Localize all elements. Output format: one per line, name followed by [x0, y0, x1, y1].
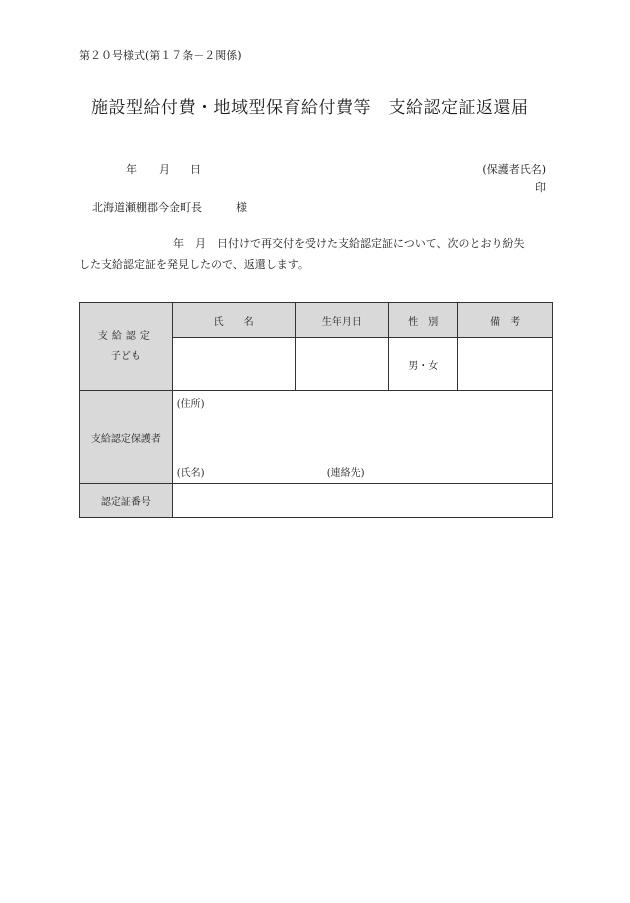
child-remarks-field[interactable] [458, 338, 553, 391]
body-text-line-1: 年 月 日付けで再交付を受けた支給認定証について、次のとおり紛失 [173, 237, 525, 250]
addressee-honorific: 様 [236, 201, 247, 214]
form-number: 第２０号様式(第１７条－２関係) [79, 49, 242, 62]
date-month-label: 月 [159, 163, 170, 176]
addressee-name: 北海道瀬棚郡今金町長 [92, 201, 202, 214]
cert-number-label: 認定証番号 [80, 484, 173, 518]
addressee [92, 199, 247, 215]
return-form-table [79, 302, 553, 518]
cert-number-field[interactable] [172, 484, 552, 518]
seal-mark: 印 [535, 181, 546, 194]
address-label: (住所) [176, 399, 205, 410]
child-name-field[interactable] [172, 338, 295, 391]
date-year-label: 年 [126, 163, 137, 176]
birthdate-header: 生年月日 [295, 303, 389, 338]
gender-header: 性 別 [389, 303, 458, 338]
child-gender-field[interactable]: 男・女 [389, 338, 458, 391]
guardian-section-label: 支給認定保護者 [80, 391, 173, 484]
guardian-name-label: (保護者氏名) [482, 163, 546, 176]
document-title: 施設型給付費・地域型保育給付費等 支給認定証返還届 [91, 98, 529, 118]
body-text-line-2: した支給認定証を発見したので、返還します。 [79, 258, 309, 271]
guardian-name-field-label: (氏名) [176, 468, 205, 479]
contact-label: (連絡先) [326, 468, 365, 479]
remarks-header: 備 考 [458, 303, 553, 338]
date-day-label: 日 [190, 163, 201, 176]
child-label-line-2: 子ども [110, 350, 141, 362]
child-section-label [80, 303, 173, 391]
name-header: 氏 名 [172, 303, 295, 338]
child-label-line-1: 支給認定 [97, 330, 154, 342]
child-birthdate-field[interactable] [295, 338, 389, 391]
guardian-info-field[interactable] [172, 391, 552, 484]
